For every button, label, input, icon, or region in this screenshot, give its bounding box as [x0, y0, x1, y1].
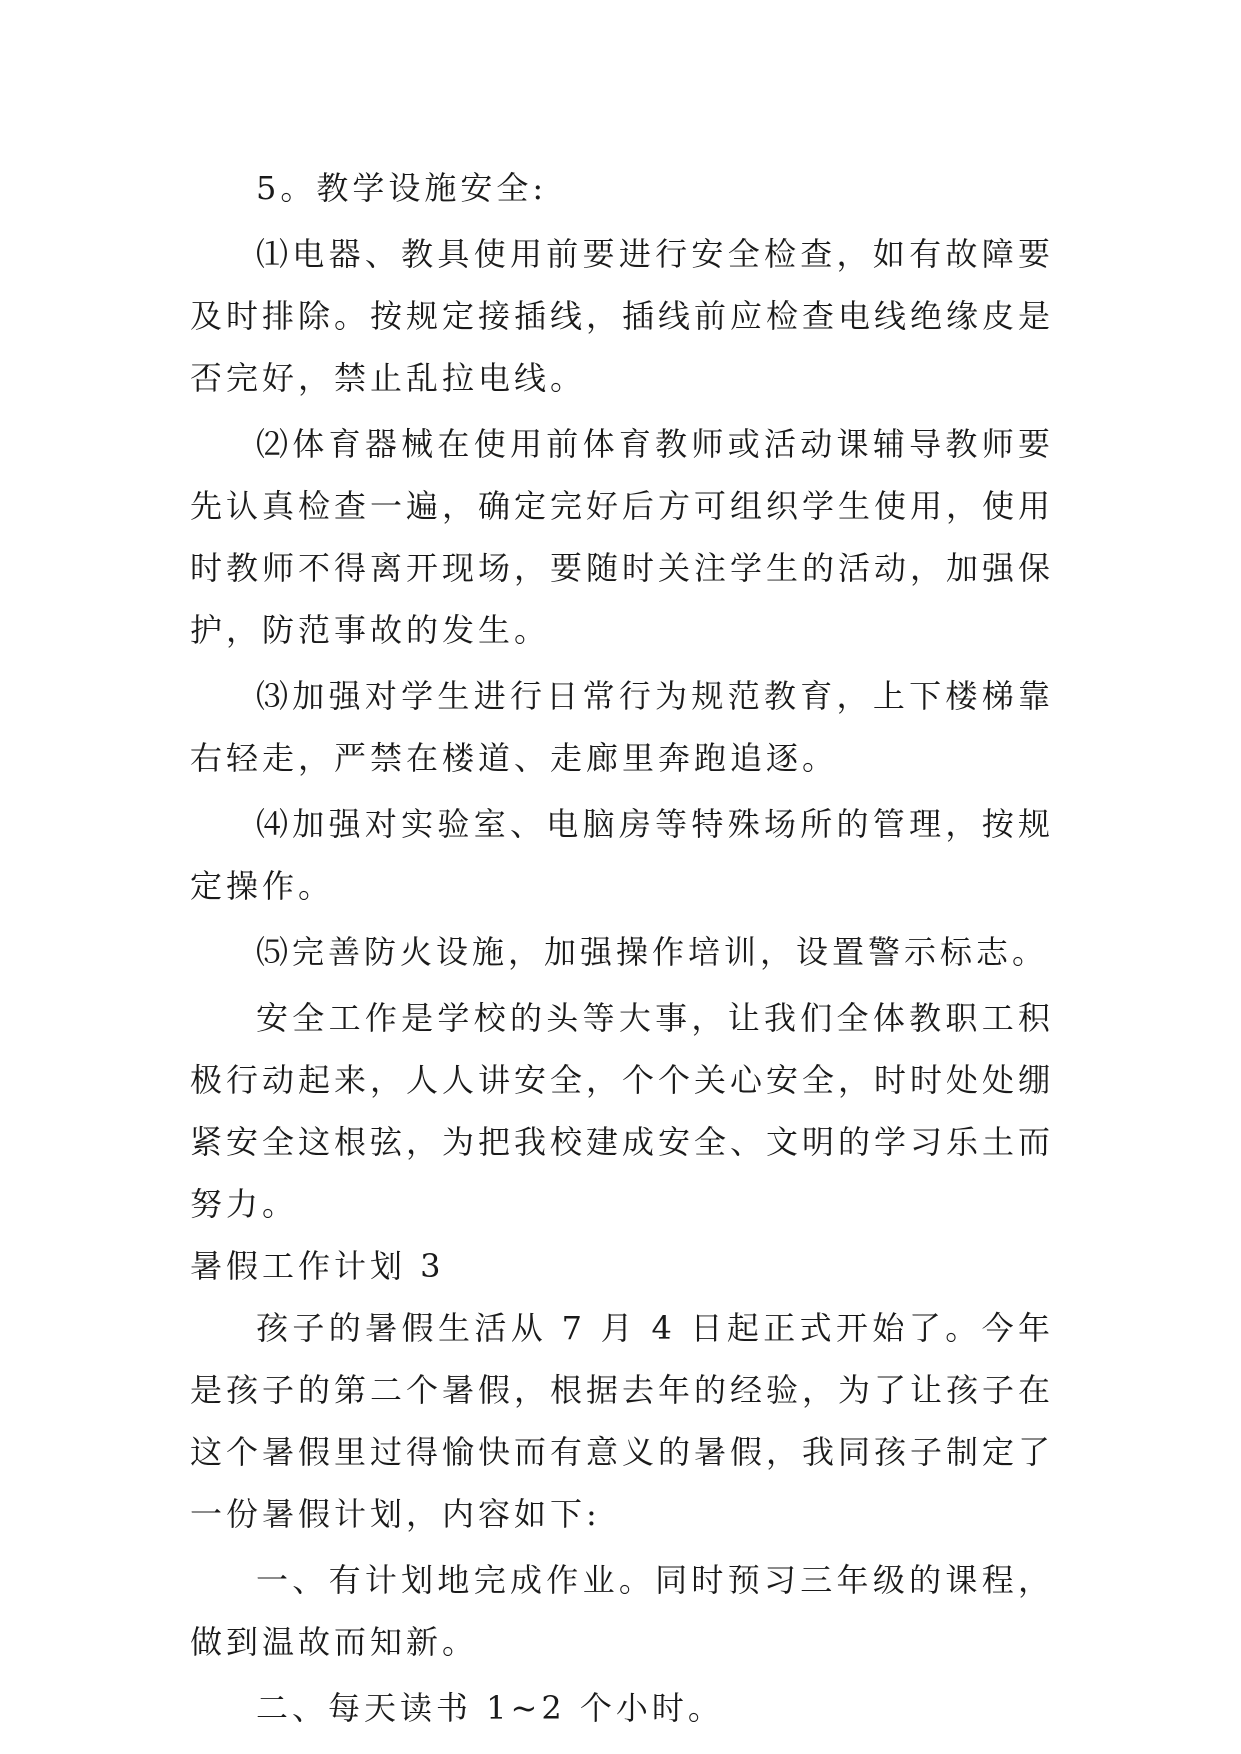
- paragraph-conclusion: 安全工作是学校的头等大事，让我们全体教职工积极行动起来，人人讲安全，个个关心安全，时时处处绷紧安全这根弦，为把我校建成安全、文明的学习乐土而努力。: [190, 999, 1055, 1223]
- paragraph-item-2: ⑵体育器械在使用前体育教师或活动课辅导教师要先认真检查一遍，确定完好后方可组织学生使用，使用时教师不得离开现场，要随时关注学生的活动，加强保护，防范事故的发生。: [190, 425, 1055, 649]
- paragraph-facility-safety: 5。教学设施安全:: [256, 169, 548, 207]
- paragraph-intro: 孩子的暑假生活从 7 月 4 日起正式开始了。今年是孩子的第二个暑假，根据去年的经验，为了让孩子在这个暑假里过得愉快而有意义的暑假，我同孩子制定了一份暑假计划，内容如下:: [190, 1309, 1055, 1533]
- section-heading: 暑假工作计划 3: [190, 1247, 445, 1285]
- paragraph-plan-1: 一、有计划地完成作业。同时预习三年级的课程，做到温故而知新。: [190, 1561, 1054, 1661]
- document-body: [190, 157, 1054, 1739]
- paragraph-plan-2: 二、每天读书 1~2 个小时。: [256, 1689, 724, 1727]
- paragraph-item-1: ⑴电器、教具使用前要进行安全检查，如有故障要及时排除。按规定接插线，插线前应检查电线绝缘皮是否完好，禁止乱拉电线。: [190, 235, 1055, 397]
- paragraph-item-3: ⑶加强对学生进行日常行为规范教育，上下楼梯靠右轻走，严禁在楼道、走廊里奔跑追逐。: [190, 677, 1054, 777]
- paragraph-item-5: ⑸完善防火设施，加强操作培训，设置警示标志。: [256, 933, 1049, 971]
- paragraph-item-4: ⑷加强对实验室、电脑房等特殊场所的管理，按规定操作。: [190, 805, 1054, 905]
